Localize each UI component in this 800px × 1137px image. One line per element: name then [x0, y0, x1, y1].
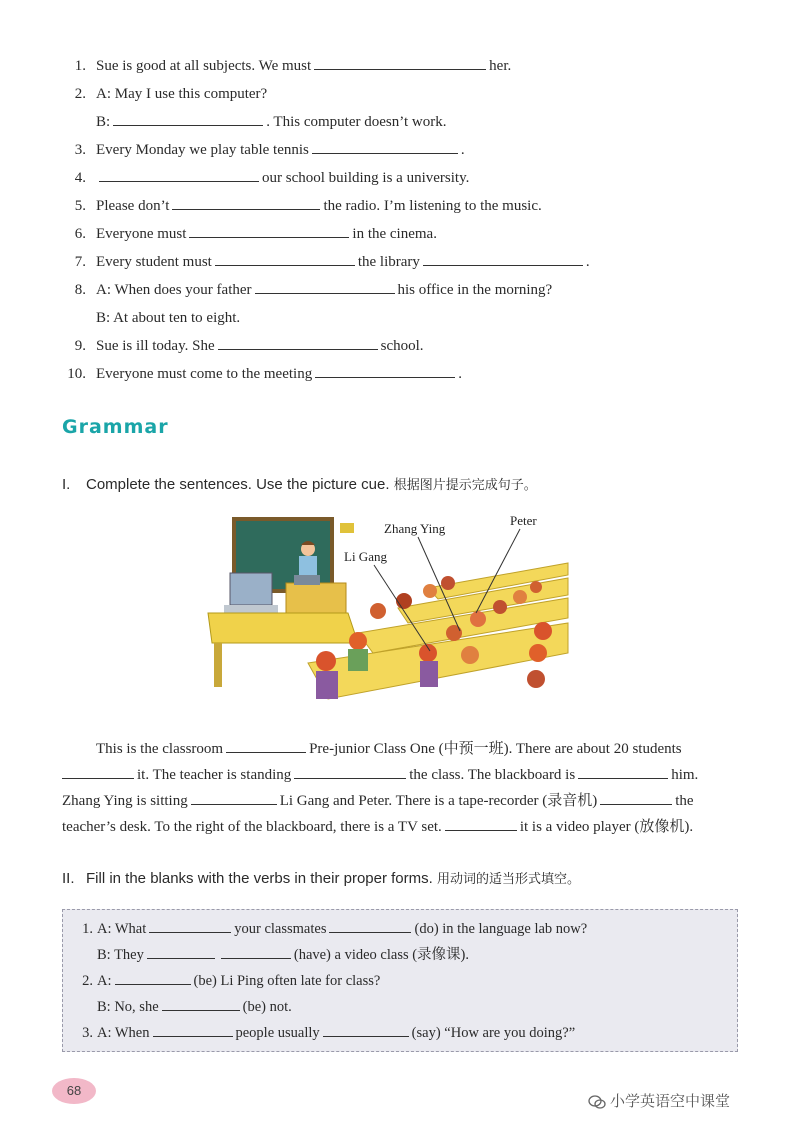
list-item: B: No, she (be) not.	[75, 994, 725, 1020]
list-item: 2. A: (be) Li Ping often late for class?	[75, 968, 725, 994]
section-title-grammar: Grammar	[62, 416, 169, 438]
list-item: 10. Everyone must come to the meeting .	[62, 360, 762, 388]
answer-blank[interactable]	[172, 195, 320, 210]
label-peter: Peter	[510, 513, 537, 528]
answer-blank[interactable]	[312, 139, 458, 154]
tape-recorder	[294, 575, 320, 585]
verb-forms-exercise-box	[62, 909, 738, 1052]
answer-blank[interactable]	[226, 738, 306, 753]
answer-blank[interactable]	[147, 944, 215, 959]
answer-blank[interactable]	[255, 279, 395, 294]
answer-blank[interactable]	[578, 764, 668, 779]
answer-blank[interactable]	[218, 335, 378, 350]
list-item: 3. A: When people usually (say) “How are you doing?”	[75, 1020, 725, 1046]
list-item: 1. A: What your classmates (do) in the language lab now?	[75, 916, 725, 942]
list-item: 4. our school building is a university.	[62, 164, 762, 192]
answer-blank[interactable]	[600, 790, 672, 805]
instruction-section-1: I. Complete the sentences. Use the picture cue. 根据图片提示完成句子。	[62, 476, 537, 493]
list-item: 6. Everyone must in the cinema.	[62, 220, 762, 248]
answer-blank[interactable]	[315, 363, 455, 378]
paragraph-line: This is the classroom Pre-junior Class One (中预一班). There are about 20 students	[62, 736, 742, 762]
answer-blank[interactable]	[445, 816, 517, 831]
answer-blank[interactable]	[113, 111, 263, 126]
list-item: 9. Sue is ill today. She school.	[62, 332, 762, 360]
list-item: B: . This computer doesn’t work.	[62, 108, 762, 136]
answer-blank[interactable]	[423, 251, 583, 266]
list-item: 3. Every Monday we play table tennis .	[62, 136, 762, 164]
paragraph-line: teacher’s desk. To the right of the blackboard, there is a TV set. it is a video player (放像机).	[62, 814, 742, 840]
answer-blank[interactable]	[115, 970, 191, 985]
tv-set	[230, 573, 272, 605]
answer-blank[interactable]	[153, 1022, 233, 1037]
classroom-illustration	[198, 503, 573, 725]
label-zhang-ying: Zhang Ying	[384, 521, 446, 536]
teachers-desk	[286, 583, 346, 617]
list-item: 1. Sue is good at all subjects. We must her.	[62, 52, 762, 80]
list-item: 5. Please don’t the radio. I’m listening to the music.	[62, 192, 762, 220]
answer-blank[interactable]	[294, 764, 406, 779]
list-item: 2. A: May I use this computer?	[74, 86, 268, 102]
cloze-paragraph	[62, 736, 742, 840]
answer-blank[interactable]	[191, 790, 277, 805]
vocab-exercise-list	[62, 52, 762, 388]
list-item: 7. Every student must the library .	[62, 248, 762, 276]
flag-icon	[340, 523, 354, 533]
list-item: B: At about ten to eight.	[96, 310, 241, 326]
paragraph-line: it. The teacher is standing the class. The blackboard is him.	[62, 762, 742, 788]
label-li-gang: Li Gang	[344, 549, 387, 564]
answer-blank[interactable]	[323, 1022, 409, 1037]
answer-blank[interactable]	[215, 251, 355, 266]
answer-blank[interactable]	[189, 223, 349, 238]
instruction-section-2: II. Fill in the blanks with the verbs in their proper forms. 用动词的适当形式填空。	[62, 870, 580, 887]
watermark: 小学英语空中课堂	[588, 1090, 730, 1111]
answer-blank[interactable]	[221, 944, 291, 959]
answer-blank[interactable]	[99, 167, 259, 182]
list-item: 8. A: When does your father his office in the morning?	[62, 276, 762, 304]
answer-blank[interactable]	[329, 918, 411, 933]
answer-blank[interactable]	[149, 918, 231, 933]
answer-blank[interactable]	[314, 55, 486, 70]
chat-bubble-icon	[588, 1094, 606, 1110]
list-item: B: They (have) a video class (录像课).	[75, 942, 725, 968]
answer-blank[interactable]	[62, 764, 134, 779]
answer-blank[interactable]	[162, 996, 240, 1011]
page-number: 68	[52, 1078, 96, 1104]
paragraph-line: Zhang Ying is sitting Li Gang and Peter. There is a tape-recorder (录音机) the	[62, 788, 742, 814]
